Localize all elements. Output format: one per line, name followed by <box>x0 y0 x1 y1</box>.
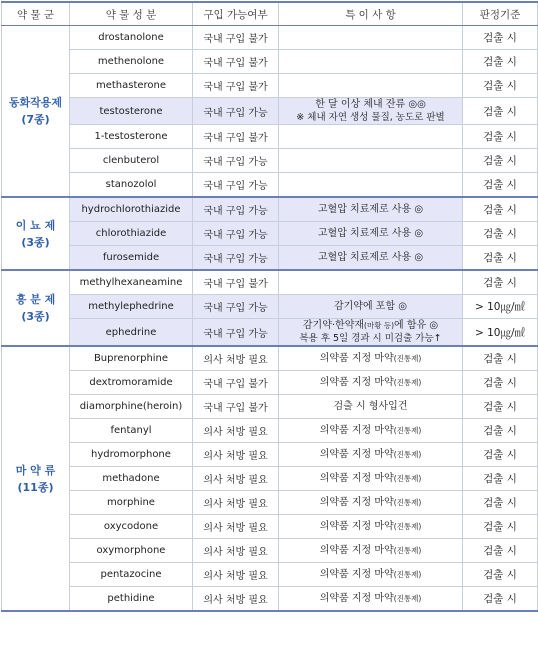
remark-cell <box>279 346 463 371</box>
remark-cell <box>279 149 463 173</box>
ingredient-cell: diamorphine(heroin) <box>70 395 193 419</box>
remark-cell <box>279 587 463 612</box>
remark-cell <box>279 419 463 443</box>
table-row <box>2 319 538 347</box>
table-row <box>2 371 538 395</box>
remark-subtext: (진통제) <box>393 426 422 435</box>
judgment-cell: 검출 시 <box>463 149 538 173</box>
judgment-cell: 검출 시 <box>463 246 538 271</box>
remark-text: 의약품 지정 마약 <box>319 377 394 388</box>
ingredient-cell: testosterone <box>70 98 193 125</box>
remark-text: 의약품 지정 마약 <box>319 353 394 364</box>
table-row <box>2 419 538 443</box>
remark-cell <box>279 295 463 319</box>
category-cell <box>2 270 70 346</box>
remark-second-line: 복용 후 5일 경과 시 미검출 가능↑ <box>299 333 442 344</box>
remark-cell <box>279 515 463 539</box>
category-name: 동화작용제 <box>8 96 63 109</box>
ingredient-cell: hydrochlorothiazide <box>70 197 193 222</box>
remark-text: 고혈압 치료제로 사용 ◎ <box>317 204 424 215</box>
ingredient-cell: oxymorphone <box>70 539 193 563</box>
availability-cell: 국내 구입 불가 <box>193 125 279 149</box>
ingredient-cell: hydromorphone <box>70 443 193 467</box>
remark-subtext: (진통제) <box>393 378 422 387</box>
judgment-cell: 검출 시 <box>463 467 538 491</box>
judgment-cell: 검출 시 <box>463 173 538 198</box>
header-ingredient: 약 물 성 분 <box>70 2 193 26</box>
judgment-cell: 검출 시 <box>463 197 538 222</box>
remark-text: 의약품 지정 마약 <box>319 449 394 460</box>
judgment-cell: 검출 시 <box>463 346 538 371</box>
remark-subtext: (진통제) <box>393 474 422 483</box>
ingredient-cell: stanozolol <box>70 173 193 198</box>
remark-subtext: (진통제) <box>393 522 422 531</box>
remark-tail: 에 함유 ◎ <box>394 320 439 331</box>
availability-cell: 국내 구입 불가 <box>193 395 279 419</box>
remark-subtext: (진통제) <box>393 498 422 507</box>
remark-subtext: (진통제) <box>393 450 422 459</box>
remark-text: 고혈압 치료제로 사용 ◎ <box>317 252 424 263</box>
judgment-cell: 검출 시 <box>463 270 538 295</box>
judgment-cell: 검출 시 <box>463 563 538 587</box>
judgment-cell: 검출 시 <box>463 539 538 563</box>
ingredient-cell: methylhexaneamine <box>70 270 193 295</box>
judgment-cell: 검출 시 <box>463 98 538 125</box>
judgment-cell: 검출 시 <box>463 515 538 539</box>
ingredient-cell: chlorothiazide <box>70 222 193 246</box>
category-cell <box>2 197 70 270</box>
remark-cell <box>279 26 463 50</box>
table-row <box>2 246 538 271</box>
category-cell <box>2 346 70 611</box>
category-count: (3종) <box>21 310 50 323</box>
header-remarks: 특 이 사 항 <box>279 2 463 26</box>
table-row <box>2 395 538 419</box>
judgment-cell: 검출 시 <box>463 50 538 74</box>
remark-cell <box>279 246 463 271</box>
table-row <box>2 74 538 98</box>
remark-cell <box>279 74 463 98</box>
ingredient-cell: dextromoramide <box>70 371 193 395</box>
availability-cell: 의사 처방 필요 <box>193 587 279 612</box>
ingredient-cell: ephedrine <box>70 319 193 347</box>
remark-text: 감기약에 포함 ◎ <box>333 301 408 312</box>
table-row <box>2 491 538 515</box>
availability-cell: 국내 구입 불가 <box>193 270 279 295</box>
remark-cell <box>279 371 463 395</box>
judgment-cell: 검출 시 <box>463 419 538 443</box>
table-row <box>2 50 538 74</box>
ingredient-cell: clenbuterol <box>70 149 193 173</box>
availability-cell: 국내 구입 가능 <box>193 149 279 173</box>
table-row <box>2 270 538 295</box>
availability-cell: 국내 구입 가능 <box>193 222 279 246</box>
table-row <box>2 197 538 222</box>
availability-cell: 국내 구입 불가 <box>193 371 279 395</box>
availability-cell: 의사 처방 필요 <box>193 539 279 563</box>
remark-cell <box>279 319 463 347</box>
remark-subtext: (진통제) <box>393 594 422 603</box>
remark-subtext: (진통제) <box>393 546 422 555</box>
judgment-cell: > 10㎍/㎖ <box>463 319 538 347</box>
header-availability: 구입 가능여부 <box>193 2 279 26</box>
category-name: 마 약 류 <box>15 463 56 477</box>
ingredient-cell: furosemide <box>70 246 193 271</box>
table-row <box>2 515 538 539</box>
remark-text: 의약품 지정 마약 <box>319 569 394 580</box>
availability-cell: 국내 구입 불가 <box>193 74 279 98</box>
category-count: (3종) <box>21 235 50 249</box>
category-count: (11종) <box>17 480 54 494</box>
remark-text: 의약품 지정 마약 <box>319 473 394 484</box>
table-row <box>2 98 538 125</box>
ingredient-cell: pentazocine <box>70 563 193 587</box>
table-row <box>2 467 538 491</box>
drug-table <box>1 1 538 612</box>
remark-subtext: (진통제) <box>393 354 422 363</box>
table-row <box>2 149 538 173</box>
ingredient-cell: pethidine <box>70 587 193 612</box>
remark-text: 의약품 지정 마약 <box>319 425 394 436</box>
availability-cell: 의사 처방 필요 <box>193 563 279 587</box>
availability-cell: 국내 구입 가능 <box>193 319 279 347</box>
availability-cell: 의사 처방 필요 <box>193 346 279 371</box>
judgment-cell: 검출 시 <box>463 491 538 515</box>
remark-cell <box>279 270 463 295</box>
judgment-cell: 검출 시 <box>463 587 538 612</box>
category-cell <box>2 26 70 198</box>
judgment-cell: 검출 시 <box>463 26 538 50</box>
judgment-cell: 검출 시 <box>463 395 538 419</box>
remark-text: 고혈압 치료제로 사용 ◎ <box>317 228 424 239</box>
ingredient-cell: methenolone <box>70 50 193 74</box>
header-judgment: 판정기준 <box>463 2 538 26</box>
remark-cell <box>279 467 463 491</box>
availability-cell: 의사 처방 필요 <box>193 443 279 467</box>
table-row <box>2 563 538 587</box>
table-row <box>2 173 538 198</box>
availability-cell: 국내 구입 가능 <box>193 197 279 222</box>
ingredient-cell: methylephedrine <box>70 295 193 319</box>
ingredient-cell: 1-testosterone <box>70 125 193 149</box>
remark-text: 의약품 지정 마약 <box>319 521 394 532</box>
remark-text: 한 달 이상 체내 잔류 ◎◎ <box>315 99 426 110</box>
remark-text: 의약품 지정 마약 <box>319 545 394 556</box>
remark-cell <box>279 443 463 467</box>
remark-subtext: (진통제) <box>393 570 422 579</box>
judgment-cell: > 10㎍/㎖ <box>463 295 538 319</box>
table-row <box>2 222 538 246</box>
remark-cell <box>279 395 463 419</box>
availability-cell: 의사 처방 필요 <box>193 515 279 539</box>
judgment-cell: 검출 시 <box>463 125 538 149</box>
remark-cell <box>279 563 463 587</box>
remark-cell <box>279 539 463 563</box>
ingredient-cell: methasterone <box>70 74 193 98</box>
remark-cell <box>279 491 463 515</box>
remark-second-line: ※ 체내 자연 생성 물질, 농도로 판별 <box>296 112 445 123</box>
availability-cell: 의사 처방 필요 <box>193 419 279 443</box>
judgment-cell: 검출 시 <box>463 74 538 98</box>
table-row <box>2 539 538 563</box>
availability-cell: 국내 구입 불가 <box>193 26 279 50</box>
remark-cell <box>279 222 463 246</box>
judgment-cell: 검출 시 <box>463 371 538 395</box>
table-row <box>2 295 538 319</box>
remark-cell <box>279 125 463 149</box>
remark-text: 의약품 지정 마약 <box>319 593 394 604</box>
ingredient-cell: methadone <box>70 467 193 491</box>
ingredient-cell: morphine <box>70 491 193 515</box>
availability-cell: 국내 구입 가능 <box>193 295 279 319</box>
judgment-cell: 검출 시 <box>463 222 538 246</box>
ingredient-cell: drostanolone <box>70 26 193 50</box>
availability-cell: 국내 구입 가능 <box>193 246 279 271</box>
category-count: (7종) <box>21 113 50 126</box>
remark-text: 감기약·한약재 <box>302 320 365 331</box>
header-category: 약 물 군 <box>2 2 70 26</box>
table-row <box>2 587 538 612</box>
ingredient-cell: fentanyl <box>70 419 193 443</box>
availability-cell: 의사 처방 필요 <box>193 467 279 491</box>
availability-cell: 국내 구입 불가 <box>193 50 279 74</box>
availability-cell: 의사 처방 필요 <box>193 491 279 515</box>
table-row <box>2 125 538 149</box>
ingredient-cell: Buprenorphine <box>70 346 193 371</box>
remark-cell <box>279 197 463 222</box>
table-row <box>2 346 538 371</box>
remark-text: 검출 시 형사입건 <box>333 401 408 412</box>
remark-cell <box>279 98 463 125</box>
category-name: 흥 분 제 <box>15 293 56 306</box>
category-name: 이 뇨 제 <box>15 218 56 232</box>
availability-cell: 국내 구입 가능 <box>193 98 279 125</box>
availability-cell: 국내 구입 가능 <box>193 173 279 198</box>
table-body <box>2 26 538 612</box>
ingredient-cell: oxycodone <box>70 515 193 539</box>
remark-subtext: (마황 등) <box>364 321 395 330</box>
remark-cell <box>279 50 463 74</box>
table-row <box>2 443 538 467</box>
header-row <box>2 2 538 26</box>
table-row <box>2 26 538 50</box>
remark-text: 의약품 지정 마약 <box>319 497 394 508</box>
judgment-cell: 검출 시 <box>463 443 538 467</box>
remark-cell <box>279 173 463 198</box>
